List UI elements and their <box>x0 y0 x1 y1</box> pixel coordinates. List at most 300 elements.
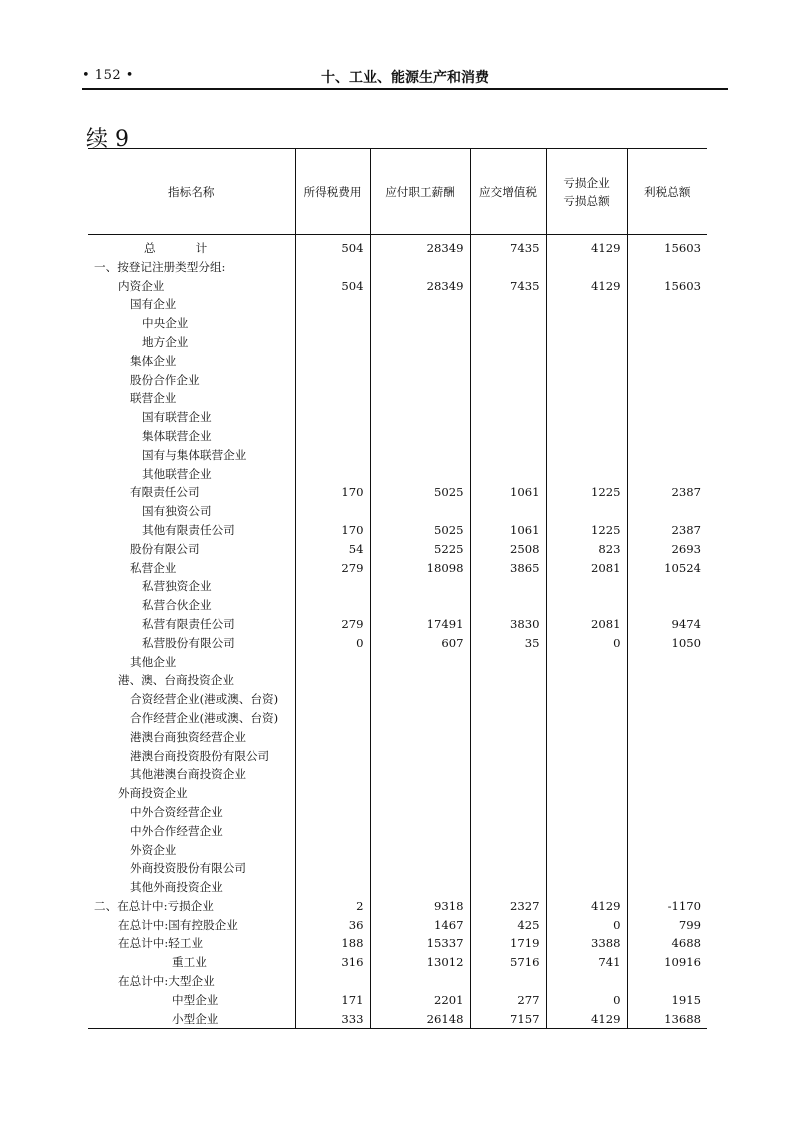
cell-vat-payable: 5716 <box>470 953 546 972</box>
cell-profit-tax <box>627 671 707 690</box>
cell-profit-tax <box>627 465 707 484</box>
cell-loss-total <box>546 728 627 747</box>
cell-wages-payable <box>370 389 470 408</box>
cell-wages-payable <box>370 352 470 371</box>
table-title: 续 9 <box>86 127 129 152</box>
cell-loss-total <box>546 596 627 615</box>
cell-vat-payable: 1061 <box>470 483 546 502</box>
cell-vat-payable: 2327 <box>470 897 546 916</box>
cell-income-tax <box>295 878 370 897</box>
row-label: 集体企业 <box>130 353 177 368</box>
row-label: 联营企业 <box>130 391 177 406</box>
row-label: 私营合伙企业 <box>142 598 212 613</box>
table-row <box>88 991 707 1010</box>
table-row <box>88 596 707 615</box>
cell-vat-payable <box>470 803 546 822</box>
column-header-income-tax: 所得税费用 <box>295 149 370 235</box>
cell-vat-payable: 3830 <box>470 615 546 634</box>
table-body <box>88 235 707 1029</box>
table-row <box>88 502 707 521</box>
table-row <box>88 653 707 672</box>
cell-loss-total <box>546 389 627 408</box>
cell-loss-total: 0 <box>546 916 627 935</box>
cell-wages-payable: 18098 <box>370 559 470 578</box>
cell-profit-tax: 1050 <box>627 634 707 653</box>
column-header-name: 指标名称 <box>88 149 295 235</box>
cell-income-tax <box>295 465 370 484</box>
table-row <box>88 634 707 653</box>
cell-profit-tax <box>627 596 707 615</box>
cell-loss-total: 2081 <box>546 615 627 634</box>
row-label: 中外合资经营企业 <box>130 804 223 819</box>
row-label: 有限责任公司 <box>130 485 200 500</box>
cell-income-tax: 279 <box>295 615 370 634</box>
cell-wages-payable <box>370 333 470 352</box>
cell-income-tax <box>295 314 370 333</box>
cell-wages-payable <box>370 972 470 991</box>
table-row <box>88 352 707 371</box>
cell-income-tax <box>295 446 370 465</box>
table-row <box>88 953 707 972</box>
cell-loss-total <box>546 803 627 822</box>
page-number: • 152 • <box>82 68 134 83</box>
cell-profit-tax <box>627 352 707 371</box>
cell-wages-payable: 13012 <box>370 953 470 972</box>
cell-wages-payable: 2201 <box>370 991 470 1010</box>
row-label: 港澳台商独资经营企业 <box>130 729 246 744</box>
table-row <box>88 277 707 296</box>
cell-vat-payable <box>470 465 546 484</box>
table-row <box>88 765 707 784</box>
cell-loss-total <box>546 295 627 314</box>
row-label: 国有独资公司 <box>142 504 212 519</box>
table-row <box>88 446 707 465</box>
table-row <box>88 559 707 578</box>
cell-loss-total <box>546 333 627 352</box>
cell-vat-payable: 3865 <box>470 559 546 578</box>
cell-loss-total <box>546 502 627 521</box>
table-row <box>88 427 707 446</box>
cell-wages-payable: 17491 <box>370 615 470 634</box>
cell-wages-payable <box>370 709 470 728</box>
cell-vat-payable: 7157 <box>470 1010 546 1029</box>
cell-wages-payable <box>370 803 470 822</box>
cell-wages-payable <box>370 577 470 596</box>
cell-vat-payable <box>470 446 546 465</box>
cell-income-tax <box>295 389 370 408</box>
cell-loss-total <box>546 822 627 841</box>
cell-income-tax <box>295 709 370 728</box>
cell-income-tax: 279 <box>295 559 370 578</box>
cell-vat-payable <box>470 747 546 766</box>
cell-profit-tax <box>627 690 707 709</box>
cell-vat-payable: 35 <box>470 634 546 653</box>
cell-wages-payable <box>370 408 470 427</box>
cell-loss-total: 3388 <box>546 934 627 953</box>
cell-wages-payable <box>370 859 470 878</box>
cell-vat-payable <box>470 841 546 860</box>
cell-profit-tax: 1915 <box>627 991 707 1010</box>
cell-profit-tax <box>627 577 707 596</box>
row-label: 国有与集体联营企业 <box>142 447 247 462</box>
cell-profit-tax <box>627 841 707 860</box>
cell-wages-payable: 1467 <box>370 916 470 935</box>
cell-income-tax <box>295 841 370 860</box>
cell-vat-payable: 1719 <box>470 934 546 953</box>
table-row <box>88 784 707 803</box>
cell-profit-tax: 15603 <box>627 235 707 258</box>
table-row <box>88 483 707 502</box>
cell-wages-payable <box>370 671 470 690</box>
cell-income-tax <box>295 747 370 766</box>
row-label: 外商投资股份有限公司 <box>130 861 246 876</box>
row-label: 国有联营企业 <box>142 410 212 425</box>
cell-income-tax <box>295 408 370 427</box>
row-label: 合作经营企业(港或澳、台资) <box>130 710 279 725</box>
row-label: 国有企业 <box>130 297 177 312</box>
cell-income-tax <box>295 765 370 784</box>
row-label: 私营独资企业 <box>142 579 212 594</box>
table-row <box>88 408 707 427</box>
cell-income-tax: 316 <box>295 953 370 972</box>
cell-profit-tax: 799 <box>627 916 707 935</box>
cell-wages-payable: 15337 <box>370 934 470 953</box>
row-label: 合资经营企业(港或澳、台资) <box>130 692 279 707</box>
cell-loss-total <box>546 859 627 878</box>
cell-loss-total <box>546 258 627 277</box>
cell-wages-payable <box>370 295 470 314</box>
table-row <box>88 521 707 540</box>
cell-loss-total <box>546 765 627 784</box>
table-row <box>88 859 707 878</box>
cell-income-tax <box>295 333 370 352</box>
table-row <box>88 709 707 728</box>
table-row <box>88 728 707 747</box>
row-label: 港澳台商投资股份有限公司 <box>130 748 270 763</box>
cell-profit-tax: 2387 <box>627 521 707 540</box>
table-row <box>88 577 707 596</box>
cell-loss-total <box>546 784 627 803</box>
cell-profit-tax: 13688 <box>627 1010 707 1029</box>
cell-loss-total: 2081 <box>546 559 627 578</box>
row-label: 地方企业 <box>142 334 189 349</box>
row-label: 重工业 <box>172 955 207 970</box>
cell-loss-total: 1225 <box>546 483 627 502</box>
cell-loss-total: 4129 <box>546 235 627 258</box>
cell-income-tax <box>295 258 370 277</box>
cell-vat-payable <box>470 822 546 841</box>
cell-income-tax <box>295 803 370 822</box>
cell-profit-tax: 9474 <box>627 615 707 634</box>
cell-vat-payable <box>470 972 546 991</box>
cell-wages-payable <box>370 747 470 766</box>
cell-income-tax <box>295 972 370 991</box>
column-header-wages-payable: 应付职工薪酬 <box>370 149 470 235</box>
cell-profit-tax <box>627 314 707 333</box>
cell-profit-tax <box>627 408 707 427</box>
cell-income-tax <box>295 728 370 747</box>
cell-vat-payable: 2508 <box>470 540 546 559</box>
table-row <box>88 295 707 314</box>
cell-wages-payable <box>370 314 470 333</box>
cell-profit-tax <box>627 709 707 728</box>
row-label: 股份合作企业 <box>130 372 200 387</box>
cell-wages-payable <box>370 596 470 615</box>
cell-vat-payable <box>470 295 546 314</box>
cell-wages-payable <box>370 765 470 784</box>
table-row <box>88 934 707 953</box>
cell-income-tax: 188 <box>295 934 370 953</box>
row-label: 外资企业 <box>130 842 177 857</box>
cell-loss-total <box>546 878 627 897</box>
cell-wages-payable: 28349 <box>370 235 470 258</box>
row-label: 中央企业 <box>142 316 189 331</box>
row-label: 二、在总计中:亏损企业 <box>94 898 214 913</box>
cell-income-tax: 170 <box>295 521 370 540</box>
row-label: 私营股份有限公司 <box>142 635 235 650</box>
row-label: 其他联营企业 <box>142 466 212 481</box>
cell-vat-payable <box>470 765 546 784</box>
row-label: 中型企业 <box>172 992 219 1007</box>
cell-loss-total: 823 <box>546 540 627 559</box>
table-row <box>88 371 707 390</box>
cell-vat-payable <box>470 389 546 408</box>
cell-loss-total <box>546 709 627 728</box>
cell-vat-payable <box>470 690 546 709</box>
cell-vat-payable <box>470 596 546 615</box>
table-row <box>88 314 707 333</box>
cell-vat-payable <box>470 502 546 521</box>
cell-profit-tax <box>627 295 707 314</box>
cell-loss-total <box>546 671 627 690</box>
cell-wages-payable: 5025 <box>370 521 470 540</box>
row-label: 其他企业 <box>130 654 177 669</box>
cell-income-tax <box>295 596 370 615</box>
cell-loss-total <box>546 465 627 484</box>
cell-profit-tax <box>627 859 707 878</box>
cell-profit-tax <box>627 784 707 803</box>
row-label: 在总计中:轻工业 <box>118 936 204 951</box>
row-label: 股份有限公司 <box>130 541 200 556</box>
table-row <box>88 822 707 841</box>
cell-vat-payable <box>470 577 546 596</box>
cell-wages-payable: 5225 <box>370 540 470 559</box>
cell-profit-tax <box>627 653 707 672</box>
cell-loss-total: 0 <box>546 991 627 1010</box>
cell-income-tax: 0 <box>295 634 370 653</box>
table-row <box>88 465 707 484</box>
row-label: 其他港澳台商投资企业 <box>130 767 246 782</box>
cell-profit-tax <box>627 803 707 822</box>
cell-profit-tax <box>627 446 707 465</box>
row-label: 其他有限责任公司 <box>142 522 235 537</box>
cell-profit-tax: 10916 <box>627 953 707 972</box>
cell-profit-tax: 2693 <box>627 540 707 559</box>
cell-income-tax: 170 <box>295 483 370 502</box>
page-header <box>82 64 728 90</box>
cell-profit-tax <box>627 972 707 991</box>
cell-loss-total: 1225 <box>546 521 627 540</box>
table-header-row <box>88 149 707 235</box>
cell-wages-payable: 28349 <box>370 277 470 296</box>
cell-income-tax: 504 <box>295 277 370 296</box>
cell-income-tax <box>295 822 370 841</box>
cell-profit-tax <box>627 258 707 277</box>
cell-vat-payable <box>470 258 546 277</box>
cell-income-tax: 504 <box>295 235 370 258</box>
statistics-table <box>88 148 707 1029</box>
cell-loss-total <box>546 352 627 371</box>
cell-vat-payable <box>470 653 546 672</box>
cell-income-tax <box>295 784 370 803</box>
cell-income-tax: 333 <box>295 1010 370 1029</box>
row-label: 外商投资企业 <box>118 786 188 801</box>
cell-loss-total <box>546 427 627 446</box>
cell-loss-total <box>546 653 627 672</box>
row-label: 在总计中:大型企业 <box>118 974 215 989</box>
cell-wages-payable: 607 <box>370 634 470 653</box>
cell-wages-payable <box>370 690 470 709</box>
cell-profit-tax: 15603 <box>627 277 707 296</box>
table-row <box>88 258 707 277</box>
row-label: 其他外商投资企业 <box>130 880 223 895</box>
cell-profit-tax <box>627 427 707 446</box>
cell-profit-tax <box>627 878 707 897</box>
table-row <box>88 540 707 559</box>
cell-wages-payable <box>370 822 470 841</box>
cell-wages-payable: 26148 <box>370 1010 470 1029</box>
cell-loss-total: 741 <box>546 953 627 972</box>
table-row <box>88 690 707 709</box>
row-label: 港、澳、台商投资企业 <box>118 673 234 688</box>
table-row <box>88 389 707 408</box>
cell-wages-payable: 5025 <box>370 483 470 502</box>
column-header-loss-line2: 亏损总额 <box>563 193 610 208</box>
cell-vat-payable <box>470 784 546 803</box>
cell-profit-tax <box>627 333 707 352</box>
cell-vat-payable: 1061 <box>470 521 546 540</box>
cell-vat-payable: 7435 <box>470 277 546 296</box>
cell-loss-total <box>546 371 627 390</box>
table-row <box>88 615 707 634</box>
cell-loss-total <box>546 841 627 860</box>
cell-income-tax: 2 <box>295 897 370 916</box>
table-row <box>88 803 707 822</box>
cell-income-tax <box>295 352 370 371</box>
cell-vat-payable <box>470 352 546 371</box>
column-header-loss-total <box>546 149 627 235</box>
column-header-vat-payable: 应交增值税 <box>470 149 546 235</box>
cell-loss-total <box>546 577 627 596</box>
cell-wages-payable <box>370 784 470 803</box>
cell-profit-tax: 2387 <box>627 483 707 502</box>
cell-profit-tax <box>627 389 707 408</box>
cell-wages-payable <box>370 502 470 521</box>
cell-profit-tax <box>627 747 707 766</box>
table-row <box>88 916 707 935</box>
cell-wages-payable <box>370 465 470 484</box>
cell-income-tax <box>295 653 370 672</box>
table-row <box>88 1010 707 1029</box>
cell-loss-total <box>546 690 627 709</box>
cell-wages-payable <box>370 653 470 672</box>
chapter-title: 十、工业、能源生产和消费 <box>321 70 489 86</box>
cell-wages-payable <box>370 728 470 747</box>
cell-vat-payable <box>470 427 546 446</box>
row-label: 私营有限责任公司 <box>142 616 235 631</box>
table-row-total <box>88 235 707 258</box>
cell-wages-payable <box>370 841 470 860</box>
cell-income-tax <box>295 371 370 390</box>
cell-vat-payable <box>470 371 546 390</box>
column-header-loss-line1: 亏损企业 <box>563 175 610 190</box>
cell-vat-payable <box>470 878 546 897</box>
cell-profit-tax <box>627 822 707 841</box>
cell-loss-total <box>546 408 627 427</box>
table-row <box>88 747 707 766</box>
table-row <box>88 841 707 860</box>
cell-loss-total <box>546 972 627 991</box>
cell-income-tax: 54 <box>295 540 370 559</box>
cell-wages-payable <box>370 371 470 390</box>
cell-income-tax <box>295 577 370 596</box>
cell-wages-payable <box>370 878 470 897</box>
cell-wages-payable <box>370 427 470 446</box>
cell-vat-payable: 7435 <box>470 235 546 258</box>
cell-loss-total <box>546 446 627 465</box>
row-label: 在总计中:国有控股企业 <box>118 917 238 932</box>
table-row <box>88 333 707 352</box>
cell-vat-payable: 277 <box>470 991 546 1010</box>
cell-income-tax <box>295 859 370 878</box>
cell-wages-payable <box>370 258 470 277</box>
cell-loss-total: 4129 <box>546 897 627 916</box>
cell-profit-tax: -1170 <box>627 897 707 916</box>
cell-profit-tax: 10524 <box>627 559 707 578</box>
cell-profit-tax <box>627 371 707 390</box>
table-row <box>88 671 707 690</box>
cell-vat-payable <box>470 859 546 878</box>
table-row <box>88 897 707 916</box>
cell-profit-tax <box>627 728 707 747</box>
cell-income-tax <box>295 502 370 521</box>
table-row <box>88 972 707 991</box>
row-label-total <box>88 235 295 258</box>
cell-profit-tax <box>627 502 707 521</box>
row-label: 一、按登记注册类型分组: <box>94 259 226 274</box>
cell-vat-payable <box>470 671 546 690</box>
row-label: 小型企业 <box>88 1010 295 1029</box>
cell-loss-total <box>546 747 627 766</box>
cell-income-tax: 36 <box>295 916 370 935</box>
cell-vat-payable <box>470 709 546 728</box>
cell-profit-tax <box>627 765 707 784</box>
row-label: 内资企业 <box>118 278 165 293</box>
cell-wages-payable <box>370 446 470 465</box>
cell-loss-total: 4129 <box>546 1010 627 1029</box>
cell-vat-payable <box>470 333 546 352</box>
cell-vat-payable: 425 <box>470 916 546 935</box>
cell-profit-tax: 4688 <box>627 934 707 953</box>
row-label: 私营企业 <box>130 560 177 575</box>
cell-loss-total <box>546 314 627 333</box>
cell-loss-total: 4129 <box>546 277 627 296</box>
cell-loss-total: 0 <box>546 634 627 653</box>
cell-income-tax <box>295 427 370 446</box>
cell-wages-payable: 9318 <box>370 897 470 916</box>
row-label-total-a: 总 <box>144 241 156 255</box>
cell-income-tax: 171 <box>295 991 370 1010</box>
